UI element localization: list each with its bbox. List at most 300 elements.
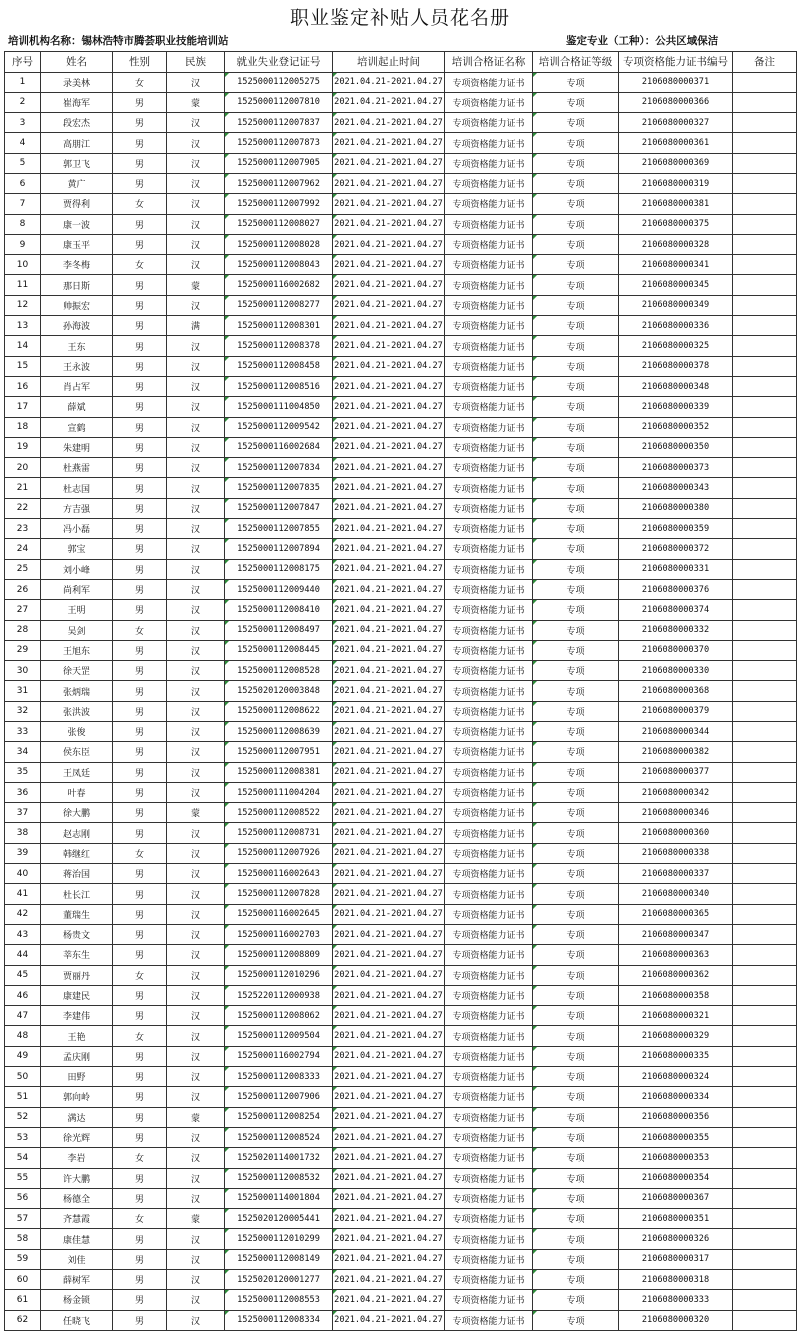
cell-ethnicity: 汉 (167, 1270, 225, 1290)
cell-employment-cert: 1525000112007855 (225, 519, 333, 539)
cell-employment-cert: 1525000112005275 (225, 72, 333, 92)
cell-gender: 男 (113, 1229, 167, 1249)
cell-index: 26 (5, 579, 41, 599)
cell-cert-number: 2106080000377 (619, 762, 733, 782)
cell-ethnicity: 汉 (167, 985, 225, 1005)
cell-cert-number: 2106080000342 (619, 782, 733, 802)
cell-gender: 男 (113, 661, 167, 681)
cell-index: 21 (5, 478, 41, 498)
cell-remarks (733, 600, 797, 620)
cell-cert-level: 专项 (533, 1026, 619, 1046)
cell-training-period: 2021.04.21-2021.04.27 (333, 1188, 445, 1208)
cell-index: 20 (5, 458, 41, 478)
cell-training-period: 2021.04.21-2021.04.27 (333, 864, 445, 884)
table-row (5, 1127, 797, 1147)
cell-cert-name: 专项资格能力证书 (445, 924, 533, 944)
cell-gender: 男 (113, 1249, 167, 1269)
cell-cert-name: 专项资格能力证书 (445, 397, 533, 417)
cell-cert-number: 2106080000352 (619, 417, 733, 437)
cell-cert-level: 专项 (533, 1107, 619, 1127)
major-label: 鉴定专业（工种）：公共区域保洁 (566, 35, 719, 47)
cell-name: 任晓飞 (41, 1310, 113, 1330)
cell-employment-cert: 1525000112010299 (225, 1229, 333, 1249)
cell-training-period: 2021.04.21-2021.04.27 (333, 1310, 445, 1330)
table-row (5, 1148, 797, 1168)
cell-remarks (733, 72, 797, 92)
page-title: 职业鉴定补贴人员花名册 (289, 7, 510, 29)
cell-training-period: 2021.04.21-2021.04.27 (333, 295, 445, 315)
cell-index: 4 (5, 133, 41, 153)
cell-remarks (733, 1270, 797, 1290)
cell-cert-name: 专项资格能力证书 (445, 1249, 533, 1269)
cell-cert-number: 2106080000380 (619, 498, 733, 518)
cell-name: 杨德全 (41, 1188, 113, 1208)
cell-cert-level: 专项 (533, 1168, 619, 1188)
cell-gender: 男 (113, 945, 167, 965)
cell-remarks (733, 194, 797, 214)
cell-cert-number: 2106080000382 (619, 742, 733, 762)
table-row (5, 681, 797, 701)
cell-cert-number: 2106080000319 (619, 173, 733, 193)
cell-cert-level: 专项 (533, 782, 619, 802)
cell-remarks (733, 539, 797, 559)
cell-training-period: 2021.04.21-2021.04.27 (333, 153, 445, 173)
cell-ethnicity: 汉 (167, 722, 225, 742)
cell-name: 康佳慧 (41, 1229, 113, 1249)
cell-cert-number: 2106080000327 (619, 113, 733, 133)
cell-name: 董瑞生 (41, 904, 113, 924)
cell-cert-level: 专项 (533, 1270, 619, 1290)
cell-remarks (733, 742, 797, 762)
cell-cert-level: 专项 (533, 803, 619, 823)
cell-name: 刘佳 (41, 1249, 113, 1269)
cell-employment-cert: 1525000116002643 (225, 864, 333, 884)
cell-name: 杜长江 (41, 884, 113, 904)
cell-name: 尚利军 (41, 579, 113, 599)
table-row (5, 255, 797, 275)
cell-employment-cert: 1525000112007962 (225, 173, 333, 193)
cell-ethnicity: 汉 (167, 1067, 225, 1087)
cell-name: 贾得利 (41, 194, 113, 214)
cell-cert-number: 2106080000371 (619, 72, 733, 92)
cell-training-period: 2021.04.21-2021.04.27 (333, 478, 445, 498)
cell-training-period: 2021.04.21-2021.04.27 (333, 255, 445, 275)
cell-training-period: 2021.04.21-2021.04.27 (333, 924, 445, 944)
table-row (5, 823, 797, 843)
table-row (5, 376, 797, 396)
cell-gender: 男 (113, 1168, 167, 1188)
cell-cert-level: 专项 (533, 843, 619, 863)
table-row (5, 519, 797, 539)
cell-gender: 男 (113, 579, 167, 599)
cell-ethnicity: 汉 (167, 417, 225, 437)
cell-cert-number: 2106080000349 (619, 295, 733, 315)
cell-cert-name: 专项资格能力证书 (445, 1270, 533, 1290)
cell-name: 康一波 (41, 214, 113, 234)
cell-cert-level: 专项 (533, 458, 619, 478)
table-row (5, 1209, 797, 1229)
cell-employment-cert: 1525000112009542 (225, 417, 333, 437)
cell-cert-number: 2106080000376 (619, 579, 733, 599)
cell-remarks (733, 498, 797, 518)
cell-gender: 男 (113, 1310, 167, 1330)
cell-cert-level: 专项 (533, 884, 619, 904)
cell-employment-cert: 1525000112007873 (225, 133, 333, 153)
cell-remarks (733, 113, 797, 133)
table-row (5, 904, 797, 924)
cell-training-period: 2021.04.21-2021.04.27 (333, 640, 445, 660)
cell-employment-cert: 1525000112008445 (225, 640, 333, 660)
cell-cert-number: 2106080000354 (619, 1168, 733, 1188)
cell-cert-name: 专项资格能力证书 (445, 640, 533, 660)
cell-cert-number: 2106080000379 (619, 701, 733, 721)
cell-cert-name: 专项资格能力证书 (445, 762, 533, 782)
cell-cert-name: 专项资格能力证书 (445, 92, 533, 112)
cell-index: 55 (5, 1168, 41, 1188)
cell-gender: 男 (113, 498, 167, 518)
cell-index: 8 (5, 214, 41, 234)
cell-remarks (733, 579, 797, 599)
cell-cert-number: 2106080000356 (619, 1107, 733, 1127)
cell-name: 韩继红 (41, 843, 113, 863)
cell-ethnicity: 汉 (167, 234, 225, 254)
cell-employment-cert: 1525020114001732 (225, 1148, 333, 1168)
cell-cert-name: 专项资格能力证书 (445, 620, 533, 640)
cell-index: 24 (5, 539, 41, 559)
cell-cert-name: 专项资格能力证书 (445, 458, 533, 478)
cell-gender: 男 (113, 437, 167, 457)
cell-cert-name: 专项资格能力证书 (445, 234, 533, 254)
cell-employment-cert: 1525000112008028 (225, 234, 333, 254)
cell-ethnicity: 蒙 (167, 275, 225, 295)
cell-cert-level: 专项 (533, 316, 619, 336)
cell-gender: 男 (113, 924, 167, 944)
cell-remarks (733, 234, 797, 254)
cell-index: 54 (5, 1148, 41, 1168)
cell-employment-cert: 1525000112008731 (225, 823, 333, 843)
cell-ethnicity: 汉 (167, 1229, 225, 1249)
cell-index: 58 (5, 1229, 41, 1249)
cell-index: 37 (5, 803, 41, 823)
table-row (5, 762, 797, 782)
cell-employment-cert: 1525000111004850 (225, 397, 333, 417)
col-header-name: 姓名 (41, 52, 113, 73)
table-row (5, 458, 797, 478)
cell-gender: 男 (113, 458, 167, 478)
cell-ethnicity: 汉 (167, 965, 225, 985)
cell-remarks (733, 661, 797, 681)
cell-remarks (733, 559, 797, 579)
cell-training-period: 2021.04.21-2021.04.27 (333, 437, 445, 457)
cell-training-period: 2021.04.21-2021.04.27 (333, 539, 445, 559)
cell-cert-number: 2106080000366 (619, 92, 733, 112)
cell-gender: 男 (113, 884, 167, 904)
cell-index: 34 (5, 742, 41, 762)
table-row (5, 539, 797, 559)
cell-cert-level: 专项 (533, 376, 619, 396)
cell-cert-number: 2106080000329 (619, 1026, 733, 1046)
cell-ethnicity: 汉 (167, 153, 225, 173)
training-org-label: 培训机构名称：锡林浩特市腾荟职业技能培训站 (8, 35, 229, 47)
cell-name: 李冬梅 (41, 255, 113, 275)
cell-employment-cert: 1525000112008532 (225, 1168, 333, 1188)
cell-index: 1 (5, 72, 41, 92)
cell-cert-level: 专项 (533, 1290, 619, 1310)
cell-index: 22 (5, 498, 41, 518)
cell-ethnicity: 汉 (167, 113, 225, 133)
cell-ethnicity: 汉 (167, 1148, 225, 1168)
cell-training-period: 2021.04.21-2021.04.27 (333, 1168, 445, 1188)
cell-training-period: 2021.04.21-2021.04.27 (333, 965, 445, 985)
cell-employment-cert: 1525000116002684 (225, 437, 333, 457)
cell-cert-name: 专项资格能力证书 (445, 255, 533, 275)
table-row (5, 214, 797, 234)
cell-name: 薛斌 (41, 397, 113, 417)
cell-cert-number: 2106080000361 (619, 133, 733, 153)
cell-employment-cert: 1525000116002645 (225, 904, 333, 924)
cell-ethnicity: 蒙 (167, 1209, 225, 1229)
cell-cert-level: 专项 (533, 1188, 619, 1208)
cell-ethnicity: 蒙 (167, 1107, 225, 1127)
cell-ethnicity: 汉 (167, 742, 225, 762)
cell-name: 侯东臣 (41, 742, 113, 762)
cell-employment-cert: 1525000112008410 (225, 600, 333, 620)
cell-cert-number: 2106080000378 (619, 356, 733, 376)
cell-gender: 男 (113, 1290, 167, 1310)
cell-training-period: 2021.04.21-2021.04.27 (333, 458, 445, 478)
roster-table (4, 51, 797, 1331)
table-row (5, 843, 797, 863)
cell-index: 15 (5, 356, 41, 376)
cell-gender: 女 (113, 1148, 167, 1168)
col-header-cert-name: 培训合格证名称 (445, 52, 533, 73)
cell-cert-name: 专项资格能力证书 (445, 1107, 533, 1127)
cell-remarks (733, 924, 797, 944)
cell-gender: 男 (113, 742, 167, 762)
table-row (5, 234, 797, 254)
cell-training-period: 2021.04.21-2021.04.27 (333, 559, 445, 579)
cell-remarks (733, 1087, 797, 1107)
cell-index: 14 (5, 336, 41, 356)
table-row (5, 194, 797, 214)
cell-cert-level: 专项 (533, 1310, 619, 1330)
cell-cert-level: 专项 (533, 600, 619, 620)
table-row (5, 864, 797, 884)
cell-gender: 女 (113, 843, 167, 863)
cell-employment-cert: 1525000116002703 (225, 924, 333, 944)
cell-index: 5 (5, 153, 41, 173)
cell-employment-cert: 1525000116002794 (225, 1046, 333, 1066)
cell-cert-number: 2106080000367 (619, 1188, 733, 1208)
cell-cert-level: 专项 (533, 133, 619, 153)
cell-cert-number: 2106080000317 (619, 1249, 733, 1269)
table-row (5, 356, 797, 376)
cell-training-period: 2021.04.21-2021.04.27 (333, 1067, 445, 1087)
cell-training-period: 2021.04.21-2021.04.27 (333, 945, 445, 965)
cell-training-period: 2021.04.21-2021.04.27 (333, 1006, 445, 1026)
table-row (5, 316, 797, 336)
cell-cert-level: 专项 (533, 437, 619, 457)
cell-cert-number: 2106080000338 (619, 843, 733, 863)
cell-cert-level: 专项 (533, 1067, 619, 1087)
cell-index: 31 (5, 681, 41, 701)
cell-cert-name: 专项资格能力证书 (445, 376, 533, 396)
table-row (5, 437, 797, 457)
cell-cert-number: 2106080000355 (619, 1127, 733, 1147)
cell-ethnicity: 汉 (167, 884, 225, 904)
table-header-row (5, 52, 797, 73)
cell-cert-name: 专项资格能力证书 (445, 600, 533, 620)
cell-ethnicity: 汉 (167, 336, 225, 356)
cell-ethnicity: 汉 (167, 762, 225, 782)
cell-index: 36 (5, 782, 41, 802)
roster-body (5, 72, 797, 1330)
cell-ethnicity: 汉 (167, 1249, 225, 1269)
cell-cert-name: 专项资格能力证书 (445, 1209, 533, 1229)
table-row (5, 579, 797, 599)
cell-cert-name: 专项资格能力证书 (445, 437, 533, 457)
table-row (5, 336, 797, 356)
cell-gender: 男 (113, 1087, 167, 1107)
cell-cert-level: 专项 (533, 275, 619, 295)
cell-name: 杨金锁 (41, 1290, 113, 1310)
cell-name: 孟庆刚 (41, 1046, 113, 1066)
cell-training-period: 2021.04.21-2021.04.27 (333, 1209, 445, 1229)
cell-cert-level: 专项 (533, 1046, 619, 1066)
cell-name: 康建民 (41, 985, 113, 1005)
cell-cert-number: 2106080000318 (619, 1270, 733, 1290)
cell-gender: 男 (113, 539, 167, 559)
cell-name: 郭宝 (41, 539, 113, 559)
cell-gender: 男 (113, 1107, 167, 1127)
cell-training-period: 2021.04.21-2021.04.27 (333, 376, 445, 396)
cell-index: 40 (5, 864, 41, 884)
cell-index: 32 (5, 701, 41, 721)
cell-gender: 男 (113, 275, 167, 295)
cell-index: 3 (5, 113, 41, 133)
cell-employment-cert: 1525000112008553 (225, 1290, 333, 1310)
cell-cert-number: 2106080000341 (619, 255, 733, 275)
cell-ethnicity: 汉 (167, 620, 225, 640)
cell-cert-level: 专项 (533, 255, 619, 275)
cell-cert-level: 专项 (533, 356, 619, 376)
cell-training-period: 2021.04.21-2021.04.27 (333, 113, 445, 133)
cell-cert-level: 专项 (533, 113, 619, 133)
cell-ethnicity: 汉 (167, 661, 225, 681)
cell-name: 贾丽丹 (41, 965, 113, 985)
cell-remarks (733, 316, 797, 336)
cell-cert-level: 专项 (533, 661, 619, 681)
table-row (5, 1087, 797, 1107)
cell-index: 46 (5, 985, 41, 1005)
cell-ethnicity: 汉 (167, 1290, 225, 1310)
cell-name: 杜志国 (41, 478, 113, 498)
table-row (5, 945, 797, 965)
cell-cert-level: 专项 (533, 397, 619, 417)
cell-training-period: 2021.04.21-2021.04.27 (333, 92, 445, 112)
cell-remarks (733, 1310, 797, 1330)
cell-gender: 男 (113, 762, 167, 782)
cell-gender: 男 (113, 519, 167, 539)
cell-index: 30 (5, 661, 41, 681)
table-row (5, 498, 797, 518)
cell-ethnicity: 汉 (167, 1127, 225, 1147)
cell-index: 43 (5, 924, 41, 944)
table-row (5, 295, 797, 315)
cell-ethnicity: 汉 (167, 904, 225, 924)
cell-name: 郭卫飞 (41, 153, 113, 173)
cell-ethnicity: 汉 (167, 864, 225, 884)
cell-cert-number: 2106080000348 (619, 376, 733, 396)
cell-remarks (733, 762, 797, 782)
cell-cert-level: 专项 (533, 681, 619, 701)
cell-index: 59 (5, 1249, 41, 1269)
cell-cert-level: 专项 (533, 72, 619, 92)
col-header-remarks: 备注 (733, 52, 797, 73)
cell-remarks (733, 1209, 797, 1229)
cell-cert-name: 专项资格能力证书 (445, 701, 533, 721)
cell-training-period: 2021.04.21-2021.04.27 (333, 397, 445, 417)
col-header-index: 序号 (5, 52, 41, 73)
cell-gender: 男 (113, 234, 167, 254)
cell-remarks (733, 519, 797, 539)
cell-cert-level: 专项 (533, 742, 619, 762)
cell-remarks (733, 1107, 797, 1127)
table-row (5, 1168, 797, 1188)
table-row (5, 1046, 797, 1066)
cell-gender: 男 (113, 823, 167, 843)
cell-ethnicity: 汉 (167, 194, 225, 214)
cell-cert-number: 2106080000328 (619, 234, 733, 254)
cell-training-period: 2021.04.21-2021.04.27 (333, 133, 445, 153)
cell-remarks (733, 945, 797, 965)
cell-cert-number: 2106080000368 (619, 681, 733, 701)
cell-cert-level: 专项 (533, 214, 619, 234)
cell-index: 48 (5, 1026, 41, 1046)
cell-remarks (733, 417, 797, 437)
cell-employment-cert: 1525000112007837 (225, 113, 333, 133)
cell-cert-level: 专项 (533, 823, 619, 843)
table-row (5, 803, 797, 823)
col-header-training-period: 培训起止时间 (333, 52, 445, 73)
cell-cert-number: 2106080000365 (619, 904, 733, 924)
cell-employment-cert: 1525000112007905 (225, 153, 333, 173)
cell-cert-number: 2106080000346 (619, 803, 733, 823)
cell-training-period: 2021.04.21-2021.04.27 (333, 194, 445, 214)
cell-cert-level: 专项 (533, 722, 619, 742)
table-row (5, 397, 797, 417)
cell-index: 51 (5, 1087, 41, 1107)
cell-remarks (733, 1188, 797, 1208)
cell-employment-cert: 1525020120005441 (225, 1209, 333, 1229)
cell-remarks (733, 397, 797, 417)
cell-cert-name: 专项资格能力证书 (445, 1310, 533, 1330)
cell-name: 蒋治国 (41, 864, 113, 884)
cell-training-period: 2021.04.21-2021.04.27 (333, 762, 445, 782)
cell-cert-level: 专项 (533, 945, 619, 965)
cell-cert-level: 专项 (533, 904, 619, 924)
cell-cert-name: 专项资格能力证书 (445, 336, 533, 356)
cell-employment-cert: 1525000116002682 (225, 275, 333, 295)
cell-gender: 男 (113, 214, 167, 234)
cell-employment-cert: 1525220112000938 (225, 985, 333, 1005)
cell-cert-name: 专项资格能力证书 (445, 1006, 533, 1026)
cell-training-period: 2021.04.21-2021.04.27 (333, 782, 445, 802)
cell-cert-name: 专项资格能力证书 (445, 356, 533, 376)
cell-name: 薛树军 (41, 1270, 113, 1290)
cell-training-period: 2021.04.21-2021.04.27 (333, 985, 445, 1005)
cell-training-period: 2021.04.21-2021.04.27 (333, 823, 445, 843)
